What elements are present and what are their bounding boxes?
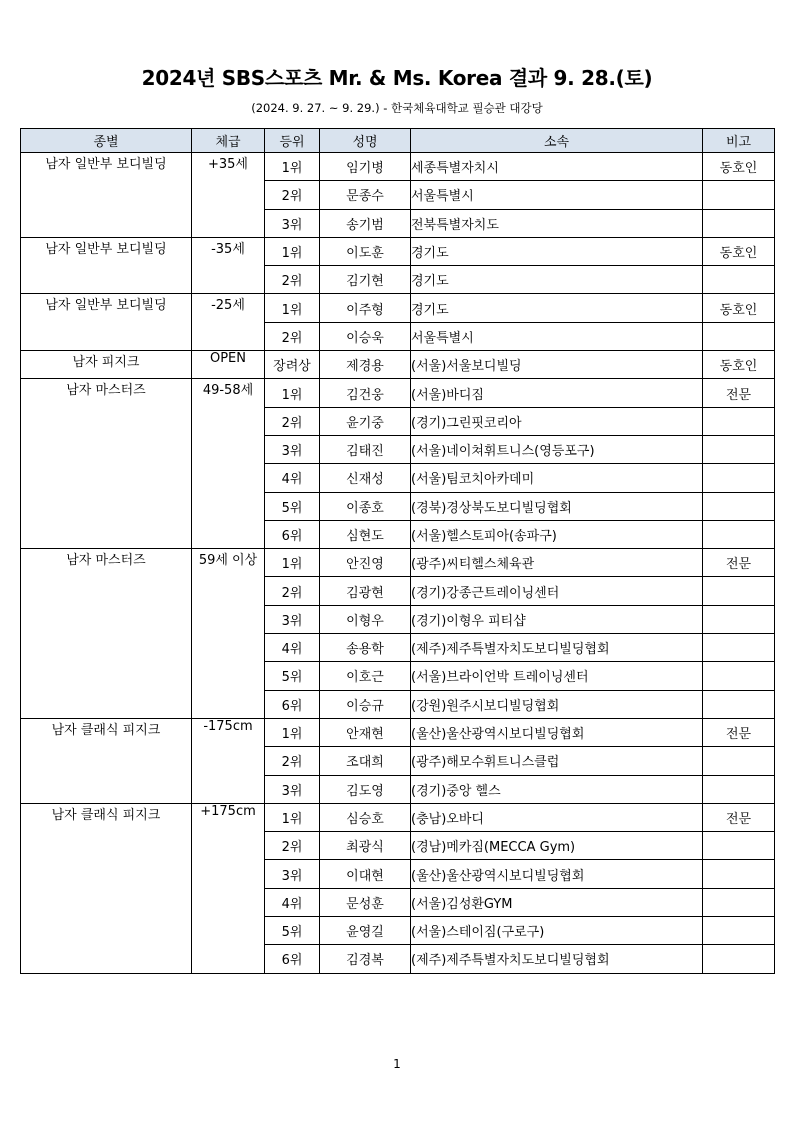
rank-cell: 4위: [265, 464, 320, 492]
rank-cell: 1위: [265, 379, 320, 407]
name-cell: 안진영: [320, 549, 411, 577]
rank-cell: 2위: [265, 747, 320, 775]
note-cell: [703, 577, 775, 605]
name-cell: 이대현: [320, 860, 411, 888]
rank-cell: 1위: [265, 237, 320, 265]
category-cell: 남자 일반부 보디빌딩: [21, 294, 192, 351]
class-cell: +35세: [192, 153, 265, 238]
affiliation-cell: (광주)해모수휘트니스클럽: [411, 747, 703, 775]
table-row: [21, 351, 775, 379]
name-cell: 윤기중: [320, 407, 411, 435]
page-subtitle: (2024. 9. 27. ~ 9. 29.) - 한국체육대학교 필승관 대강당: [251, 101, 543, 115]
category-cell: 남자 클래식 피지크: [21, 718, 192, 803]
name-cell: 최광식: [320, 832, 411, 860]
affiliation-cell: (서울)스테이짐(구로구): [411, 917, 703, 945]
affiliation-cell: (강원)원주시보디빌딩협회: [411, 690, 703, 718]
affiliation-cell: 경기도: [411, 294, 703, 322]
name-cell: 송용학: [320, 634, 411, 662]
affiliation-cell: (서울)브라이언박 트레이닝센터: [411, 662, 703, 690]
note-cell: 전문: [703, 803, 775, 831]
rank-cell: 3위: [265, 775, 320, 803]
page-number: 1: [393, 1057, 401, 1071]
rank-cell: 3위: [265, 435, 320, 463]
affiliation-cell: (제주)제주특별자치도보디빌딩협회: [411, 634, 703, 662]
name-cell: 심승호: [320, 803, 411, 831]
affiliation-cell: (경북)경상북도보디빌딩협회: [411, 492, 703, 520]
table-header-row: [21, 129, 775, 153]
class-cell: OPEN: [192, 351, 265, 379]
note-cell: [703, 832, 775, 860]
rank-cell: 5위: [265, 662, 320, 690]
note-cell: [703, 492, 775, 520]
note-cell: [703, 520, 775, 548]
table-row: [21, 803, 775, 831]
affiliation-cell: (서울)팀코치아카데미: [411, 464, 703, 492]
affiliation-cell: (제주)제주특별자치도보디빌딩협회: [411, 945, 703, 973]
rank-cell: 3위: [265, 605, 320, 633]
class-cell: 59세 이상: [192, 549, 265, 719]
note-cell: [703, 634, 775, 662]
name-cell: 이도훈: [320, 237, 411, 265]
rank-cell: 3위: [265, 860, 320, 888]
affiliation-cell: (충남)오바디: [411, 803, 703, 831]
name-cell: 이종호: [320, 492, 411, 520]
affiliation-cell: (울산)울산광역시보디빌딩협회: [411, 860, 703, 888]
note-cell: [703, 464, 775, 492]
note-cell: 동호인: [703, 237, 775, 265]
note-cell: 동호인: [703, 294, 775, 322]
affiliation-cell: (경기)강종근트레이닝센터: [411, 577, 703, 605]
rank-cell: 4위: [265, 634, 320, 662]
note-cell: 전문: [703, 549, 775, 577]
note-cell: 전문: [703, 379, 775, 407]
rank-cell: 2위: [265, 181, 320, 209]
affiliation-cell: (서울)헬스토피아(송파구): [411, 520, 703, 548]
rank-cell: 2위: [265, 322, 320, 350]
table-row: [21, 549, 775, 577]
results-body: [21, 153, 775, 974]
name-cell: 김광현: [320, 577, 411, 605]
category-cell: 남자 일반부 보디빌딩: [21, 237, 192, 294]
rank-cell: 1위: [265, 803, 320, 831]
class-cell: 49-58세: [192, 379, 265, 549]
header-category: 종별: [21, 129, 192, 153]
affiliation-cell: 세종특별자치시: [411, 153, 703, 181]
name-cell: 임기병: [320, 153, 411, 181]
affiliation-cell: (경남)메카짐(MECCA Gym): [411, 832, 703, 860]
affiliation-cell: (서울)바디짐: [411, 379, 703, 407]
class-cell: +175cm: [192, 803, 265, 973]
note-cell: [703, 435, 775, 463]
rank-cell: 2위: [265, 577, 320, 605]
page-title: 2024년 SBS스포츠 Mr. & Ms. Korea 결과 9. 28.(토): [141, 66, 653, 90]
table-row: [21, 153, 775, 181]
rank-cell: 3위: [265, 209, 320, 237]
class-cell: -175cm: [192, 718, 265, 803]
note-cell: [703, 945, 775, 973]
class-cell: -25세: [192, 294, 265, 351]
name-cell: 이승욱: [320, 322, 411, 350]
note-cell: 동호인: [703, 153, 775, 181]
rank-cell: 2위: [265, 266, 320, 294]
note-cell: [703, 181, 775, 209]
name-cell: 제경용: [320, 351, 411, 379]
header-rank: 등위: [265, 129, 320, 153]
note-cell: [703, 888, 775, 916]
rank-cell: 2위: [265, 832, 320, 860]
affiliation-cell: (경기)중앙 헬스: [411, 775, 703, 803]
name-cell: 김건웅: [320, 379, 411, 407]
table-row: [21, 379, 775, 407]
affiliation-cell: (경기)그린핏코리아: [411, 407, 703, 435]
rank-cell: 1위: [265, 549, 320, 577]
rank-cell: 1위: [265, 153, 320, 181]
name-cell: 김경복: [320, 945, 411, 973]
rank-cell: 2위: [265, 407, 320, 435]
name-cell: 이승규: [320, 690, 411, 718]
note-cell: 동호인: [703, 351, 775, 379]
name-cell: 이주형: [320, 294, 411, 322]
note-cell: [703, 747, 775, 775]
note-cell: [703, 266, 775, 294]
rank-cell: 장려상: [265, 351, 320, 379]
name-cell: 안재현: [320, 718, 411, 746]
affiliation-cell: 서울특별시: [411, 181, 703, 209]
affiliation-cell: (서울)서울보디빌딩: [411, 351, 703, 379]
note-cell: [703, 605, 775, 633]
category-cell: 남자 일반부 보디빌딩: [21, 153, 192, 238]
name-cell: 문성훈: [320, 888, 411, 916]
name-cell: 신재성: [320, 464, 411, 492]
affiliation-cell: (서울)김성환GYM: [411, 888, 703, 916]
header-affiliation: 소속: [411, 129, 703, 153]
table-row: [21, 294, 775, 322]
rank-cell: 4위: [265, 888, 320, 916]
name-cell: 이호근: [320, 662, 411, 690]
note-cell: [703, 322, 775, 350]
header-name: 성명: [320, 129, 411, 153]
name-cell: 김기현: [320, 266, 411, 294]
name-cell: 심현도: [320, 520, 411, 548]
note-cell: [703, 662, 775, 690]
note-cell: [703, 209, 775, 237]
name-cell: 송기범: [320, 209, 411, 237]
table-row: [21, 718, 775, 746]
header-note: 비고: [703, 129, 775, 153]
affiliation-cell: (광주)씨티헬스체육관: [411, 549, 703, 577]
name-cell: 김도영: [320, 775, 411, 803]
category-cell: 남자 마스터즈: [21, 549, 192, 719]
affiliation-cell: 경기도: [411, 266, 703, 294]
table-row: [21, 237, 775, 265]
affiliation-cell: 경기도: [411, 237, 703, 265]
rank-cell: 6위: [265, 520, 320, 548]
affiliation-cell: 전북특별자치도: [411, 209, 703, 237]
note-cell: [703, 860, 775, 888]
category-cell: 남자 마스터즈: [21, 379, 192, 549]
rank-cell: 6위: [265, 945, 320, 973]
name-cell: 문종수: [320, 181, 411, 209]
name-cell: 조대희: [320, 747, 411, 775]
category-cell: 남자 피지크: [21, 351, 192, 379]
name-cell: 윤영길: [320, 917, 411, 945]
rank-cell: 5위: [265, 492, 320, 520]
header-class: 체급: [192, 129, 265, 153]
category-cell: 남자 클래식 피지크: [21, 803, 192, 973]
note-cell: [703, 917, 775, 945]
rank-cell: 1위: [265, 718, 320, 746]
affiliation-cell: 서울특별시: [411, 322, 703, 350]
name-cell: 김태진: [320, 435, 411, 463]
note-cell: [703, 407, 775, 435]
class-cell: -35세: [192, 237, 265, 294]
results-table: [20, 128, 775, 974]
affiliation-cell: (울산)울산광역시보디빌딩협회: [411, 718, 703, 746]
note-cell: [703, 690, 775, 718]
affiliation-cell: (서울)네이쳐휘트니스(영등포구): [411, 435, 703, 463]
rank-cell: 1위: [265, 294, 320, 322]
note-cell: [703, 775, 775, 803]
affiliation-cell: (경기)이형우 피티샵: [411, 605, 703, 633]
rank-cell: 6위: [265, 690, 320, 718]
note-cell: 전문: [703, 718, 775, 746]
rank-cell: 5위: [265, 917, 320, 945]
name-cell: 이형우: [320, 605, 411, 633]
